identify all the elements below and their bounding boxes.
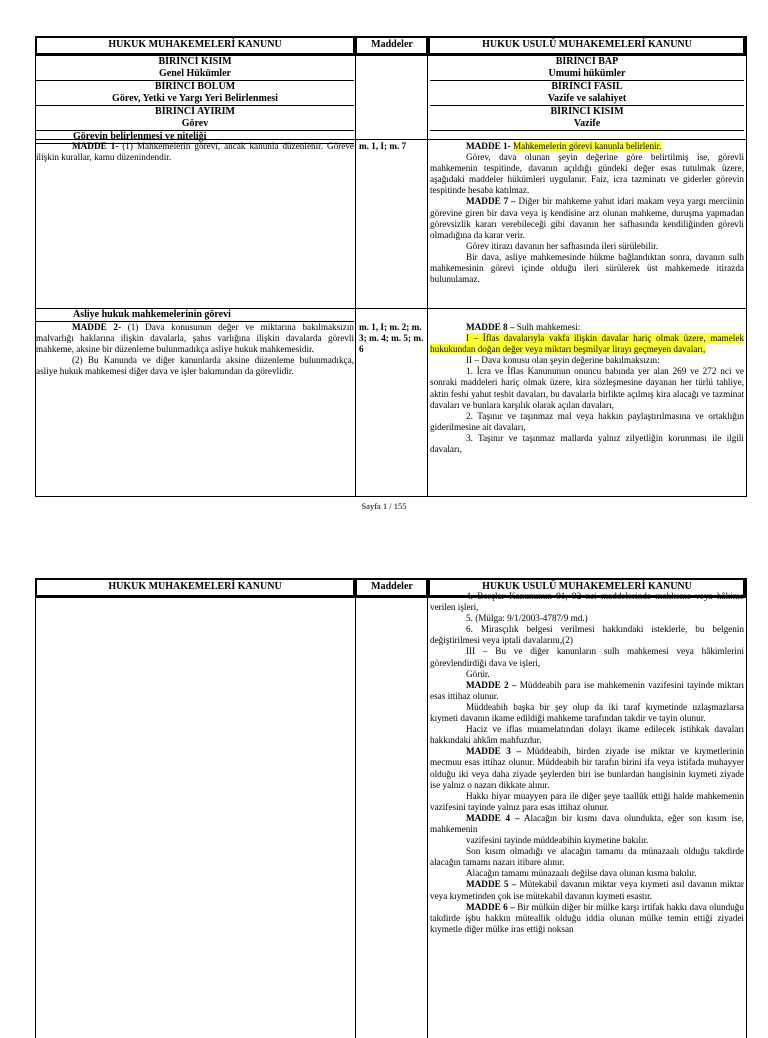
paragraph <box>430 868 744 879</box>
paragraph: II – Dava konusu olan şeyin değerine bakılmaksızın: <box>466 355 660 366</box>
table-divider <box>355 598 356 1038</box>
article-text: Hakkı hiyar muayyen para ile diğer şeye taallûk ettiği halde mahkemenin vazifesini tayinde yalnız para esas ittihaz olunur. <box>430 790 744 812</box>
paragraph <box>430 702 744 724</box>
heading-vazife-salahiyet: Vazife ve salahiyet <box>430 93 744 106</box>
paragraph: (2) Bu Kanunda ve diğer kanunlarda aksine düzenleme bulunmadıkça, asliye hukuk mahkemesi diğer dava ve işler bakımından da görevlidir. <box>36 355 354 377</box>
article-text: 5. (Mülga: 9/1/2003-4787/9 md.) <box>466 613 588 624</box>
table-divider <box>427 309 428 496</box>
humk-article-8 <box>430 322 744 455</box>
humk-article-1 <box>430 141 744 285</box>
article-label: MADDE 2 – <box>466 679 517 690</box>
humk-continuation <box>430 591 744 935</box>
paragraph <box>430 591 744 613</box>
header-maddeler: Maddeler <box>371 581 413 592</box>
heading-genel-hukumler: Genel Hükümler <box>36 68 354 81</box>
paragraph <box>430 613 744 624</box>
heading-gorev-yetki: Görev, Yetki ve Yargı Yeri Belirlenmesi <box>36 93 354 106</box>
paragraph <box>430 669 744 680</box>
article-label: MADDE 3 – <box>466 746 522 757</box>
heading-kisim: BİRİNCİ KISIM <box>550 106 624 117</box>
paragraph: 3. Taşınır ve taşınmaz mallarda yalnız zilyetliğin korunması ile ilgili davaları, <box>430 432 744 455</box>
table-border <box>746 598 747 1038</box>
article-text: Müddeabih, birden ziyade ise miktar ve kıymetlerinin mecmuu esas ittihaz olunur. Müddeabih bir tarafın birini ifa veya istifada muhayyer olduğu iki veya daha ziyade şeylerden biri ise bunlardan hangisinin kıymeti ziyade ise yalnız o nazarı dikkate alınır. <box>430 746 744 790</box>
header-border <box>743 38 747 53</box>
article-text: Bir mülkün diğer bir mülke karşı irtifak hakkı dava olunduğu takdirde işbu hakkın müteallik olduğu iddia olunan mülke temin ettiği ziyadei kıymetle diğer mülke iras ettiği noksan <box>430 901 744 934</box>
heading-gorev: Görev <box>36 118 354 131</box>
hmk-article-1 <box>36 141 354 163</box>
table-divider <box>355 309 356 496</box>
paragraph <box>430 902 744 935</box>
header-hmk: HUKUK MUHAKEMELERİ KANUNU <box>108 581 282 592</box>
article-text: Müddeabih para ise mahkemenin vazifesini tayinde miktarı esas ittihaz olunur. <box>430 679 744 701</box>
heading-umumi-hukumler: Umumi hükümler <box>430 68 744 81</box>
article-row-1 <box>35 139 747 308</box>
table-divider <box>355 56 356 152</box>
paragraph <box>430 813 744 835</box>
header-hmk: HUKUK MUHAKEMELERİ KANUNU <box>108 39 282 50</box>
headings-row <box>35 56 747 152</box>
page-number: Sayfa 1 / 155 <box>361 501 407 511</box>
hmk-headings <box>36 56 354 144</box>
article-text: III – Bu ve diğer kanunların sulh mahkemesi veya hâkimlerini görevlendirdiği dava ve işleri, <box>430 646 744 668</box>
header-humk: HUKUK USULÜ MUHAKEMELERİ KANUNU <box>482 39 692 50</box>
article-label: MADDE 2- <box>72 322 122 332</box>
highlighted-text: I – İflas davalarıyla vakfa ilişkin davalar hariç olmak üzere, mamelek hukukundan doğan değer veya miktarı beşmilyar lirayı geçmeyen davaları, <box>430 333 744 355</box>
article-label: MADDE 4 – <box>466 812 520 823</box>
table-border <box>746 140 747 308</box>
article-label: MADDE 1- <box>466 141 511 151</box>
paragraph <box>430 724 744 746</box>
article-text: Görür. <box>466 668 490 679</box>
document-page-2 <box>0 520 768 1024</box>
article-text: (1) Dava konusunun değer ve miktarına bakılmaksızın malvarlığı haklarına ilişkin davalarla, şahıs varlığına ilişkin davalarda görevli mahkeme, aksine bir düzenleme bulunmadıkça asliye hukuk mahkemesidir. <box>36 322 355 355</box>
highlighted-text: Mahkemelerin görevi kanunla belirlenir. <box>512 141 662 151</box>
article-text: Müddeabih başka bir şey olup da iki taraf kıymetinde uzlaşmazlarsa kıymeti davanın ikame edildiği mahkeme tarafından takdir ve tayin olunur. <box>430 701 744 724</box>
article-text: Son kısım olmadığı ve alacağın tamamı da münazaalı olduğu takdirde alacağın tamamı nazarı itibare alınır. <box>430 846 744 868</box>
article-text: Sulh mahkemesi: <box>514 322 581 332</box>
article-references <box>357 322 425 355</box>
paragraph: 2. Taşınır ve taşınmaz mal veya hakkın paylaştırılmasına ve ortaklığın giderilmesine ait davaları, <box>430 410 744 432</box>
article-label: MADDE 7 – <box>466 196 516 207</box>
heading-ayirim: BİRİNCİ AYIRIM <box>155 106 235 117</box>
paragraph: Görev, dava olunan şeyin değerine göre belirtilmiş ise, görevli mahkemenin tespitinde, davanın açıldığı gündeki değer esas tutulmak üzere, aşağıdaki maddeler hükümleri uygulanır. Faiz, icra tazminatı ve giderler görevin tespitinde hesaba katılmaz. <box>430 152 744 196</box>
hmk-article-2 <box>36 309 354 377</box>
table-border <box>35 598 36 1038</box>
article-label: MADDE 8 – <box>466 322 515 332</box>
comparison-table <box>35 36 747 497</box>
paragraph <box>430 835 744 846</box>
article-text: 6. Mirasçılık belgesi verilmesi hakkındaki isteklerle, bu belgenin değiştirilmesi veya iptali davalarını,(2) <box>430 624 744 646</box>
comparison-table <box>35 578 747 1038</box>
humk-headings <box>430 56 744 131</box>
heading-kisim: BİRİNCİ KISIM <box>158 56 232 67</box>
paragraph <box>430 746 744 790</box>
article-text: 4. Borçlar Kanununun 91, 92 nci maddelerinde mahkeme veya hâkime verilen işleri, <box>430 591 744 613</box>
article-text: Mütekabil davanın miktar veya kıymeti asıl davanın miktar veya kıymetinden çok ise mütekabil davanın kıymeti esastır. <box>430 879 744 901</box>
table-border <box>746 56 747 152</box>
header-humk: HUKUK USULÜ MUHAKEMELERİ KANUNU <box>482 581 692 592</box>
table-border <box>35 140 36 308</box>
heading-vazife: Vazife <box>430 118 744 131</box>
table-border <box>746 309 747 496</box>
table-divider <box>355 140 356 308</box>
reference-text: m. 1, I; m. 7 <box>359 141 407 151</box>
article-text: Alacağın bir kısmı dava olundukta, eğer son kısım ise, mahkemenin <box>430 812 744 834</box>
article-text: Haciz ve iflas muamelatından dolayı ikame edilecek istihkak davaları hakkındaki ahkâm mahfuzdur. <box>430 724 744 746</box>
table-divider <box>427 140 428 308</box>
paragraph: Görev itirazı davanın her safhasında ileri sürülebilir. <box>466 240 659 251</box>
table-bottom-border <box>35 496 747 497</box>
article-row-2 <box>35 308 747 496</box>
article-text: vazifesini tayinde müddeabihin kıymetine bakılır. <box>466 835 649 846</box>
paragraph: 1. İcra ve İflas Kanununun onuncu babında yer alan 269 ve 272 nci ve sonraki maddeleri hariç olmak üzere, kira sözleşmesine dayanan her türlü tahliye, aktin feshi yahut tesbit davaları, bu davalarla birlikte açılmış kira alacağı ve tazminat davaları ve bunlara karşılık olarak açılan davaları, <box>430 366 744 410</box>
paragraph: Bir dava, asliye mahkemesinde hükme bağlandıktan sonra, davanın sulh mahkemesinin görevi içinde olduğu ileri sürülerek üst mahkemede itirazda bulunulamaz. <box>430 251 744 285</box>
paragraph <box>430 846 744 868</box>
article-label: MADDE 6 – <box>466 901 515 912</box>
section-title: Görevin belirlenmesi ve niteliği <box>36 131 354 144</box>
paragraph <box>430 646 744 668</box>
continuation-row <box>35 591 747 1038</box>
heading-bap: BİRİNCİ BAP <box>555 56 619 67</box>
article-text: Alacağın tamamı münazaalı değilse dava olunan kısma bakılır. <box>466 868 697 879</box>
heading-fasil: BİRİNCİ FASIL <box>551 81 623 92</box>
table-header <box>35 36 747 56</box>
paragraph <box>430 879 744 901</box>
table-divider <box>427 598 428 1038</box>
header-maddeler: Maddeler <box>371 39 413 50</box>
paragraph <box>430 624 744 646</box>
heading-bolum: BİRİNCİ BÖLÜM <box>154 81 236 92</box>
paragraph <box>430 791 744 813</box>
article-references <box>357 141 425 152</box>
paragraph <box>430 680 744 702</box>
section-title: Asliye hukuk mahkemelerinin görevi <box>36 309 354 322</box>
reference-text: m. 1, I; m. 2; m. 3; m. 4; m. 5; m. 6 <box>359 322 424 355</box>
table-divider <box>427 56 428 152</box>
article-label: MADDE 5 – <box>466 879 517 890</box>
article-label: MADDE 1- <box>72 141 119 151</box>
article-text: Diğer bir mahkeme yahut idari makam veya yargı merciinin görevine giren bir dava veya iş kendisine arz olunan mahkeme, duruşma yapmadan görevsizlik kararı verebileceği gibi davanın her safhasında kendiliğinden görevli olmadığına da karar verir. <box>430 196 744 240</box>
article-text: (1) Mahkemelerin görevi, ancak kanunla düzenlenir. Göreve ilişkin kurallar, kamu düzenindendir. <box>36 141 354 163</box>
